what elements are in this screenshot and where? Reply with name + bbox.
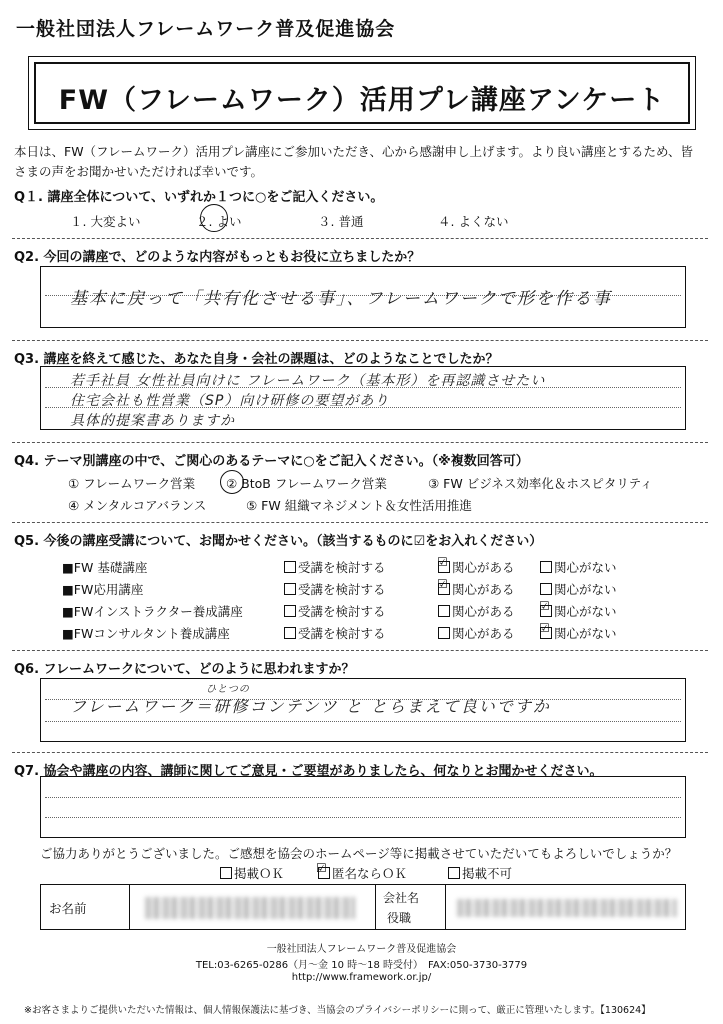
q2-handwritten-answer: 基本に戻って「共有化させる事」、フレームワークで形を作る事 (70, 289, 612, 309)
consent-option-no[interactable] (448, 864, 512, 882)
choice-label: 関心がある (452, 582, 515, 597)
q4-option-4[interactable]: ④ メンタルコアバランス (68, 498, 207, 513)
q4-question: Q4. テーマ別講座の中で、ご関心のあるテーマに○をご記入ください。（※複数回答可） (14, 454, 529, 469)
choice-label: 受講を検討する (298, 582, 386, 597)
q5-course-label: ■FW応用講座 (62, 582, 144, 597)
q5-interested-checkbox[interactable] (438, 602, 515, 620)
q5-not-interested-checkbox[interactable] (540, 558, 617, 576)
divider (12, 340, 708, 341)
consent-option-label: 匿名ならＯＫ (332, 866, 408, 881)
name-field-redacted[interactable] (145, 897, 355, 919)
choice-label: 関心がない (554, 560, 617, 575)
table-divider (375, 885, 376, 929)
position-label: 役職 (387, 911, 412, 925)
footer-org: 一般社団法人フレームワーク普及促進協会 (266, 944, 457, 955)
q1-question: Q１. 講座全体について、いずれか１つに○をご記入ください。 (14, 190, 384, 205)
q5-course-label: ■FW 基礎講座 (62, 560, 148, 575)
q4-option-2[interactable]: ② BtoB フレームワーク営業 (226, 476, 387, 491)
intro-text: 本日は、FW（フレームワーク）活用プレ講座にご参加いただき、心から感謝申し上げます。より良い講座とするため、皆さまの声をお聞かせいただければ幸いです。 (14, 144, 694, 179)
company-label: 会社名 (383, 891, 420, 905)
divider (12, 238, 708, 239)
checkmark-icon: ☑ (437, 577, 448, 591)
q5-interested-checkbox[interactable] (438, 558, 515, 576)
divider (12, 752, 708, 753)
footer-url[interactable]: http://www.framework.or.jp/ (291, 972, 432, 983)
q5-course-label: ■FWインストラクター養成講座 (62, 604, 243, 619)
choice-label: 関心がある (452, 560, 515, 575)
checkmark-icon: ☑ (437, 555, 448, 569)
q6-handwritten-annotation: ひとつの (206, 684, 250, 695)
consent-option-label: 掲載ＯＫ (234, 866, 285, 881)
choice-label: 関心がある (452, 626, 515, 641)
consent-option-label: 掲載不可 (462, 866, 513, 881)
q4-selected-circle (220, 470, 244, 494)
q1-option-4[interactable]: ４. よくない (438, 214, 509, 229)
q5-interested-checkbox[interactable] (438, 624, 515, 642)
q5-consider-checkbox[interactable] (284, 580, 386, 598)
q4-option-5[interactable]: ⑤ FW 組織マネジメント＆女性活用推進 (246, 498, 472, 513)
footer-privacy-notice: ※お客さまよりご提供いただいた情報は、個人情報保護法に基づき、当協会のプライバシーポリシーに則って、厳正に管理いたします。【130624】 (24, 1005, 651, 1016)
consent-option-anonymous[interactable] (318, 864, 407, 882)
q2-question: Q2. 今回の講座で、どのような内容がもっともお役に立ちましたか？ (14, 250, 421, 265)
footer-contact: TEL:03-6265-0286（月～金 10 時～18 時受付） FAX:050-3730-3779 (195, 960, 528, 971)
consent-text: ご協力ありがとうございました。ご感想を協会のホームページ等に掲載させていただいてもよろしいでしょうか？ (40, 846, 678, 861)
q5-consider-checkbox[interactable] (284, 602, 386, 620)
q5-consider-checkbox[interactable] (284, 624, 386, 642)
title-box (34, 62, 690, 124)
company-field-redacted[interactable] (457, 899, 677, 917)
checkmark-icon: ☑ (539, 599, 550, 613)
survey-title: FW（フレームワーク）活用プレ講座アンケート (58, 85, 666, 116)
choice-label: 受講を検討する (298, 626, 386, 641)
q3-question: Q3. 講座を終えて感じた、あなた自身・会社の課題は、どのようなことでしたか？ (14, 352, 499, 367)
q1-option-1[interactable]: １. 大変よい (70, 214, 141, 229)
table-divider (445, 885, 446, 929)
choice-label: 関心がある (452, 604, 515, 619)
q6-question: Q6. フレームワークについて、どのように思われますか？ (14, 662, 355, 677)
answer-line (45, 721, 681, 722)
answer-line (45, 797, 681, 798)
name-table (40, 884, 686, 930)
q4-option-1[interactable]: ① フレームワーク営業 (68, 476, 196, 491)
consent-option-ok[interactable] (220, 864, 284, 882)
q5-consider-checkbox[interactable] (284, 558, 386, 576)
choice-label: 受講を検討する (298, 604, 386, 619)
q5-not-interested-checkbox[interactable] (540, 624, 617, 642)
answer-line (45, 817, 681, 818)
name-label: お名前 (49, 901, 87, 916)
q3-handwritten-line-1: 若手社員 女性社員向けに フレームワーク（基本形）を再認識させたい (70, 373, 546, 389)
q5-not-interested-checkbox[interactable] (540, 602, 617, 620)
choice-label: 受講を検討する (298, 560, 386, 575)
q5-not-interested-checkbox[interactable] (540, 580, 617, 598)
checkmark-icon: ☑ (539, 621, 550, 635)
q7-answer-box[interactable] (40, 776, 686, 838)
q1-selected-circle (200, 204, 228, 232)
q4-option-3[interactable]: ③ FW ビジネス効率化＆ホスピタリティ (428, 476, 653, 491)
divider (12, 650, 708, 651)
q1-option-2[interactable]: ２. よい (196, 214, 242, 229)
choice-label: 関心がない (554, 604, 617, 619)
choice-label: 関心がない (554, 626, 617, 641)
organization-name: 一般社団法人フレームワーク普及促進協会 (16, 18, 396, 40)
q6-handwritten-answer: フレームワーク＝研修コンテンツ と とらまえて良いですか (70, 697, 551, 716)
q5-course-label: ■FWコンサルタント養成講座 (62, 626, 230, 641)
checkmark-icon: ☑ (316, 861, 327, 875)
q5-interested-checkbox[interactable] (438, 580, 515, 598)
q3-handwritten-line-2: 住宅会社も性営業（SP）向け研修の要望があり (70, 393, 390, 409)
q5-question: Q5. 今後の講座受講について、お聞かせください。（該当するものに☑をお入れください） (14, 534, 543, 549)
table-divider (129, 885, 130, 929)
divider (12, 442, 708, 443)
choice-label: 関心がない (554, 582, 617, 597)
q3-handwritten-line-3: 具体的提案書ありますか (70, 413, 235, 429)
q1-option-3[interactable]: ３. 普通 (318, 214, 364, 229)
q7-question: Q7. 協会や講座の内容、講師に関してご意見・ご要望がありましたら、何なりとお聞かせください。 (14, 764, 603, 779)
divider (12, 522, 708, 523)
